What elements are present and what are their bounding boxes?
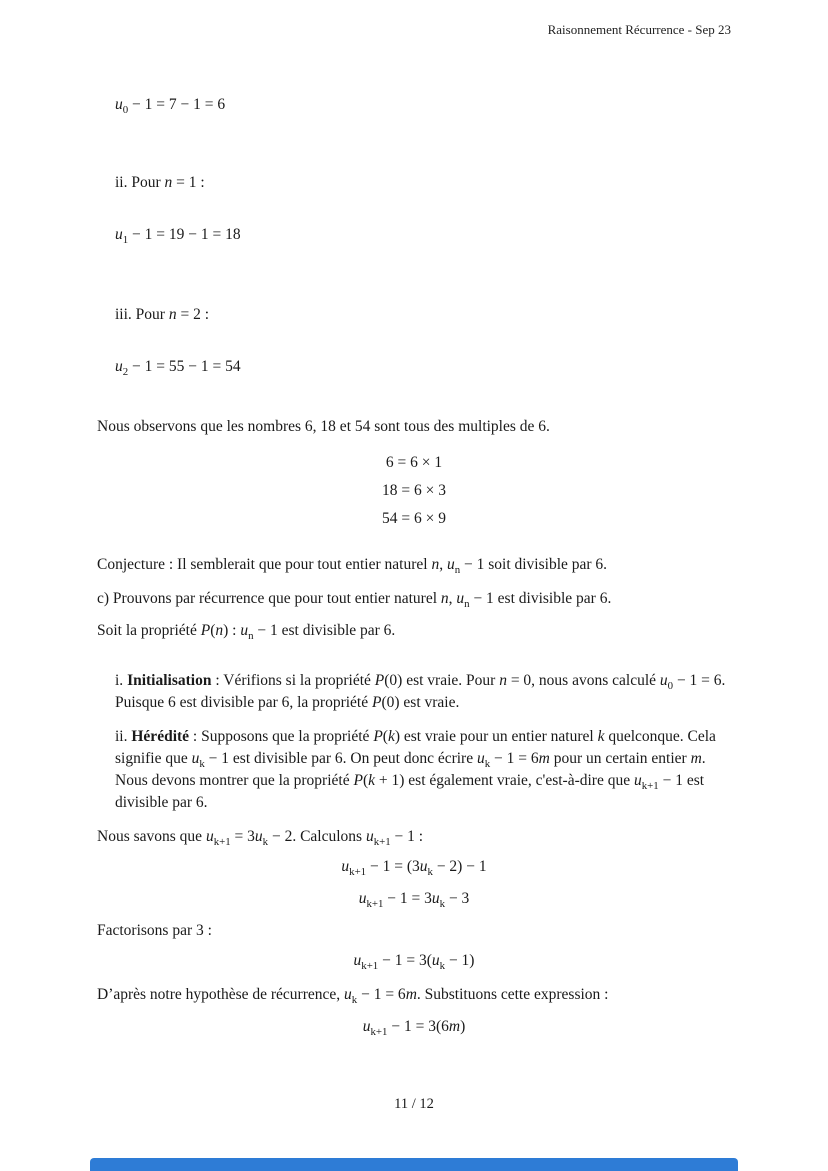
- list-marker-i: i.: [115, 672, 128, 689]
- paragraph-propriete-pn: Soit la propriété P(n) : $u_n - 1$ est divisible par 6.: [97, 622, 396, 643]
- paragraph-factorisons: Factorisons par 3 :: [97, 922, 212, 939]
- equation-u2-value: $u_2 - 1 = 55 - 1 = 54$: [115, 358, 241, 379]
- list-item-ii-pour-n1: ii. Pour n = 1 :: [115, 174, 205, 191]
- list-item-iii-pour-n2: iii. Pour n = 2 :: [115, 306, 210, 323]
- paragraph-hypothese: D’après notre hypothèse de récurrence, $u_k - 1 = 6m$. Substituons cette expression :: [97, 986, 609, 1007]
- document-content: [97, 94, 731, 1038]
- paragraph-heredite: [115, 726, 731, 814]
- page-number: 11 / 12: [394, 1096, 434, 1112]
- initialisation-text: : Vérifions si la propriété P(0) est vraie. Pour n = 0, nous avons calculé $u_0 - 1 = 6$. Puisque 6 est divisible par 6, la propriété P(0) est vraie.: [115, 672, 726, 711]
- header-title: Raisonnement Récurrence - Sep 23: [547, 22, 731, 37]
- equation-multiple-18: 18 = 6 × 3: [382, 482, 446, 499]
- heredite-text: : Supposons que la propriété P(k) est vraie pour un entier naturel k quelconque. Cela signifie que $u_k - 1$ est divisible par 6. On peut donc écrire $u_k - 1 = 6m$ pour un certain entier m. Nous devons montrer que la propriété P(k + 1) est également vraie, c'est-à-dire que $u_{k+1} - 1$ est divisible par 6.: [115, 728, 716, 811]
- page-header: [0, 0, 828, 38]
- equation-ukp1-expand: $u_{k+1} - 1 = (3u_k - 2) - 1$: [341, 858, 487, 879]
- equation-u1-value: $u_1 - 1 = 19 - 1 = 18$: [115, 226, 241, 247]
- equation-ukp1-substitute: $u_{k+1} - 1 = 3(6m)$: [362, 1018, 466, 1039]
- page-footer: [0, 1096, 828, 1113]
- list-marker-ii: ii.: [115, 728, 132, 745]
- bottom-accent-bar: [90, 1158, 738, 1171]
- equation-ukp1-factored: $u_{k+1} - 1 = 3(u_k - 1)$: [353, 952, 475, 973]
- equation-multiple-54: 54 = 6 × 9: [382, 510, 446, 527]
- paragraph-nous-savons: Nous savons que $u_{k+1} = 3u_k - 2$. Calculons $u_{k+1} - 1$ :: [97, 828, 424, 849]
- paragraph-observation: Nous observons que les nombres 6, 18 et 54 sont tous des multiples de 6.: [97, 418, 550, 435]
- bold-term-initialisation: Initialisation: [127, 672, 212, 689]
- equation-u0-value: $u_0 - 1 = 7 - 1 = 6$: [115, 96, 226, 117]
- paragraph-conjecture: Conjecture : Il semblerait que pour tout entier naturel n, $u_n - 1$ soit divisible par 6.: [97, 556, 608, 577]
- equation-multiple-6: 6 = 6 × 1: [385, 454, 443, 471]
- paragraph-initialisation: [115, 670, 731, 714]
- paragraph-prouvons-recurrence: c) Prouvons par récurrence que pour tout entier naturel n, $u_n - 1$ est divisible par 6.: [97, 590, 612, 611]
- equation-ukp1-simplify: $u_{k+1} - 1 = 3u_k - 3$: [358, 890, 470, 911]
- bold-term-heredite: Hérédité: [131, 728, 190, 745]
